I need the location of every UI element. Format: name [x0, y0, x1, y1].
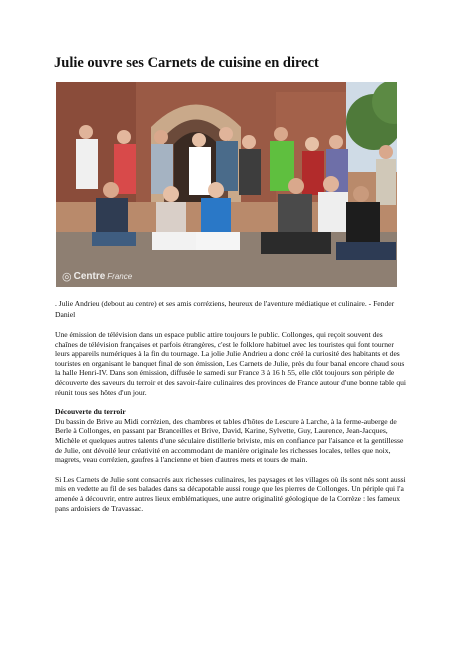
article-paragraph-3: Si Les Carnets de Julie sont consacrés aux richesses culinaires, les paysages et les villages où ils sont nés sont aussi mis en vedette au fil de ses balades dans sa décapotable aussi rouge que les pierres de Collonges. Un périple qui l'a amenée à découvrir, entre autres lieux emblématiques, une autre originalité géologique de la Corrèze : les fameux pans ardoisiers de Travassac.: [55, 474, 406, 513]
watermark-text: Centre: [73, 271, 106, 282]
watermark-logo-icon: ◎: [62, 271, 72, 283]
article-paragraph-2: Du bassin de Brive au Midi corrézien, des chambres et tables d'hôtes de Lescure à Larche, à la ferme-auberge de Berle à Collonges, en passant par Branceilles et Brive, David, Karine, Sylvette, Guy, Laurence, Jean-Jacques, Michèle et quelques autres talents d'une séculaire distillerie briviste, mis en confiance par l'aisance et la gentillesse de Julie, ont dévoilé leur créativité en accommodant de manière originale les richesses locales, telles que noix, magrets, veau corrézien, gaufres à l'ancienne et bien d'autres mets et tours de main.: [55, 416, 404, 465]
group-photo-illustration: [56, 82, 397, 287]
article-subhead: Découverte du terroir: [55, 407, 126, 417]
group-photo: [56, 82, 397, 287]
article-title: Julie ouvre ses Carnets de cuisine en direct: [54, 55, 319, 71]
article-paragraph-1: Une émission de télévision dans un espace public attire toujours le public. Collonges, qui reçoit souvent des chaînes de télévision françaises et parfois étrangères, c'est le folklore habituel avec les touristes qui font tourner leurs appareils numériques à la fin du tournage. La jolie Julie Andrieu a donc créé la curiosité des habitants et des touristes en organisant le banquet final de son émission, Les Carnets de Julie, près du four banal encore chaud sous la halle Henri-IV. Dans son émission, diffusée le samedi sur France 3 à 16 h 55, elle clôt toujours son périple de découverte des saveurs du terroir et des savoir-faire culinaires des provinces de France autour d'une bonne table qui réunit tous ses hôtes d'un jour.: [55, 330, 407, 397]
photo-watermark: [62, 270, 132, 283]
photo-caption: . Julie Andrieu (debout au centre) et ses amis corréziens, heureux de l'aventure médiatique et culinaire. - Fender Daniel: [55, 299, 395, 319]
watermark-subtext: France: [107, 272, 133, 281]
article-body: [55, 330, 407, 523]
